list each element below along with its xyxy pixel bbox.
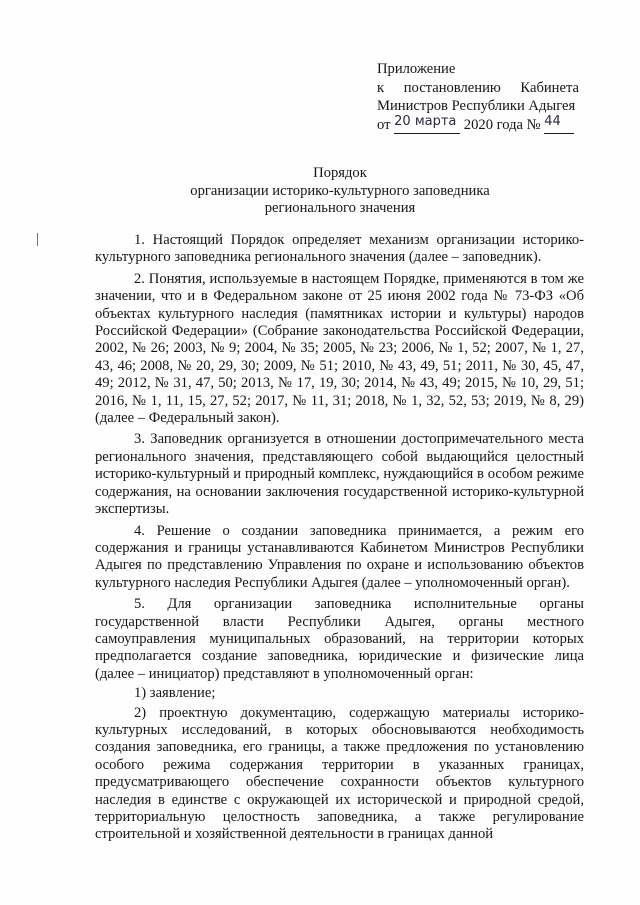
appendix-word-k: к: [377, 79, 385, 96]
appendix-word-resolution: постановлению: [403, 79, 501, 96]
paragraph-4: 4. Решение о создании заповедника принимается, а режим его содержания и границы устанавливаются Кабинетом Министров Республики Адыгея по представлению Управления по охране и использованию объектов культурного наследия Республики Адыгея (далее – уполномоченный орган).: [95, 522, 584, 591]
paragraph-3: 3. Заповедник организуется в отношении достопримечательного места регионального значения, представляющего собой выдающийся целостный историко-культурный и природный комплекс, нуждающийся в особом режиме содержания, на основании заключения государственной историко-культурной экспертизы.: [95, 431, 584, 518]
list-item-2: 2) проектную документацию, содержащую материалы историко-культурных исследований, в которых обосновываются необходимость создания заповедника, его границы, а также предложения по установлению особого режима содержания территории в указанных границах, предусматривающего обеспечение сохранности объектов культурного наследия в единстве с окружающей их исторической и природной средой, территориальную целостность заповедника, а также регулирование строительной и хозяйственной деятельности в границах данной: [95, 704, 584, 843]
appendix-header: [377, 60, 579, 134]
title-line-3: регионального значения: [264, 200, 416, 216]
appendix-date-line: [377, 113, 579, 135]
appendix-word-cabinet: Кабинета: [520, 79, 579, 96]
date-value: 20 марта: [394, 113, 457, 129]
paragraph-1: 1. Настоящий Порядок определяет механизм организации историко-культурного заповедника регионального значения (далее – заповедник).: [95, 232, 584, 266]
date-field: [394, 113, 460, 134]
appendix-title: Приложение: [377, 61, 456, 77]
paragraph-2: 2. Понятия, используемые в настоящем Порядке, применяются в том же значении, что и в Федеральном законе от 25 июня 2002 года № 73-ФЗ «Об объектах культурного наследия (памятниках истории и культуры) народов Российской Федерации» (Собрание законодательства Российской Федерации, 2002, № 26; 2003, № 9; 2004, № 35; 2005, № 23; 2006, № 1, 52; 2007, № 1, 27, 43, 46; 2008, № 20, 29, 30; 2009, № 51; 2010, № 43, 49, 51; 2011, № 30, 45, 47, 49; 2012, № 31, 47, 50; 2013, № 17, 19, 30; 2014, № 43, 49; 2015, № 10, 29, 51; 2016, № 1, 11, 15, 27, 52; 2017, № 11, 31; 2018, № 1, 32, 52, 53; 2019, № 8, 29) (далее – Федеральный закон).: [95, 270, 584, 427]
paragraph-5: 5. Для организации заповедника исполнительные органы государственной власти Республики Адыгея, органы местного самоуправления муниципальных образований, на территории которых предполагается создание заповедника, юридические и физические лица (далее – инициатор) представляют в уполномоченный орган:: [95, 596, 584, 682]
title-line-1: Порядок: [313, 165, 367, 181]
resolution-number: 44: [544, 113, 561, 129]
appendix-resolution-line: [377, 79, 579, 98]
date-prefix: от: [377, 116, 391, 133]
list-item-1: 1) заявление;: [134, 685, 216, 702]
date-year: 2020 года №: [463, 116, 541, 133]
appendix-authority: Министров Республики Адыгея: [377, 98, 576, 114]
number-field: [544, 113, 574, 134]
document-title: [90, 165, 590, 218]
document-body: [95, 232, 584, 848]
title-line-2: организации историко-культурного заповедника: [190, 182, 490, 199]
margin-mark: [37, 233, 38, 246]
